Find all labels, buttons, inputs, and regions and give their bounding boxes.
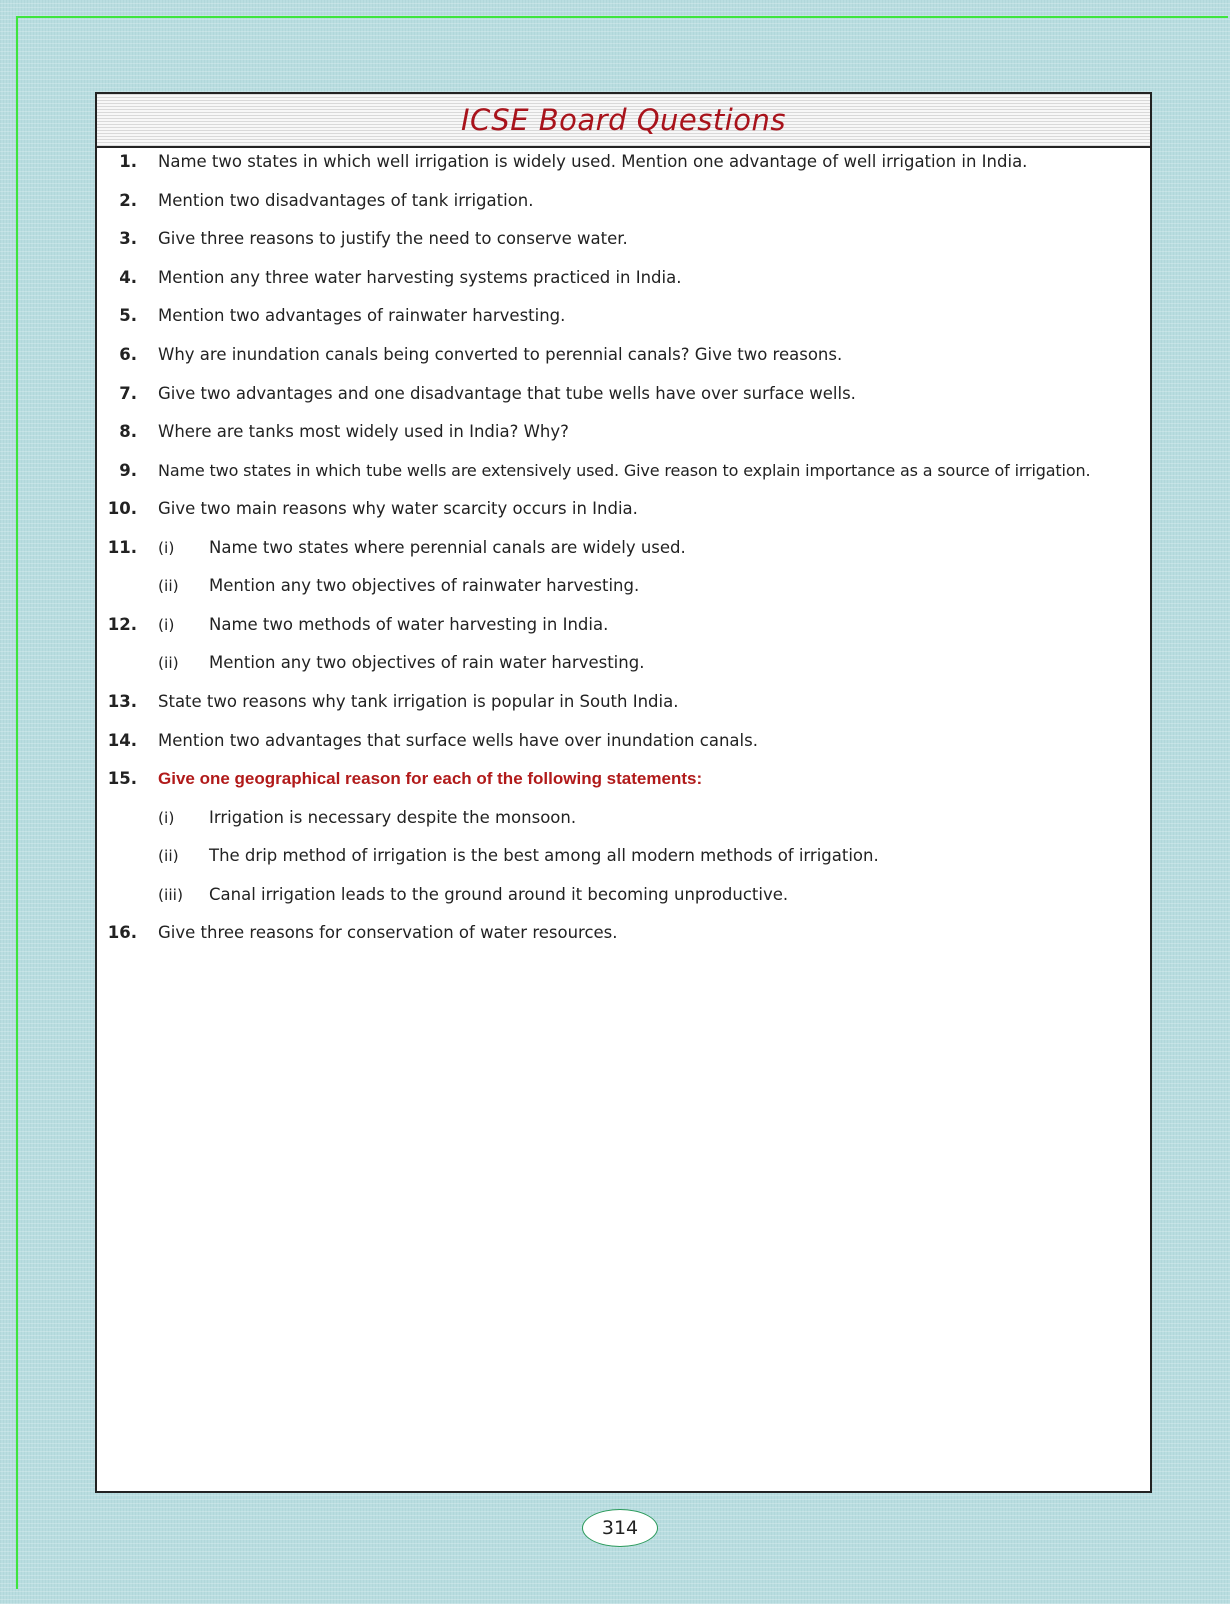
question-number: 16. (107, 923, 137, 942)
question-number: 10. (107, 499, 137, 518)
question-number: 12. (107, 615, 137, 634)
question-text: Mention two advantages of rainwater harvesting. (158, 306, 566, 325)
sub-question-text: The drip method of irrigation is the best among all modern methods of irrigation. (209, 846, 879, 865)
question-text: Give two main reasons why water scarcity occurs in India. (158, 499, 638, 518)
question-number: 11. (107, 538, 137, 557)
question-text: Mention two disadvantages of tank irrigation. (158, 191, 534, 210)
question-number: 4. (119, 268, 137, 287)
sub-question-text: Name two methods of water harvesting in India. (209, 615, 609, 634)
question-text: Name two states in which well irrigation is widely used. Mention one advantage of well irrigation in India. (158, 152, 1028, 171)
sub-question-text: Mention any two objectives of rain water harvesting. (209, 653, 645, 672)
questions-card (95, 92, 1152, 1493)
question-number: 8. (119, 422, 137, 441)
question-text: Mention any three water harvesting systems practiced in India. (158, 268, 682, 287)
sub-question-text: Name two states where perennial canals are widely used. (209, 538, 686, 557)
sub-label: (i) (158, 539, 175, 557)
question-number: 6. (119, 345, 137, 364)
sub-question-text: Canal irrigation leads to the ground around it becoming unproductive. (209, 885, 789, 904)
question-number: 1. (119, 152, 137, 171)
question-number: 3. (119, 229, 137, 248)
question-number: 9. (119, 461, 137, 480)
question-number: 7. (119, 384, 137, 403)
question-text: Name two states in which tube wells are extensively used. Give reason to explain importance as a source of irrigation. (158, 461, 1091, 480)
sub-label: (ii) (158, 577, 179, 595)
sub-question-text: Irrigation is necessary despite the monsoon. (209, 808, 577, 827)
question-number: 5. (119, 306, 137, 325)
sub-question-text: Mention any two objectives of rainwater harvesting. (209, 576, 640, 595)
question-number: 2. (119, 191, 137, 210)
question-heading: Give one geographical reason for each of the following statements: (158, 769, 703, 788)
question-text: Mention two advantages that surface wells have over inundation canals. (158, 731, 758, 750)
question-number: 15. (107, 769, 137, 788)
sub-label: (ii) (158, 847, 179, 865)
question-text: Give two advantages and one disadvantage that tube wells have over surface wells. (158, 384, 856, 403)
sub-label: (iii) (158, 886, 184, 904)
page-title: ICSE Board Questions (460, 103, 787, 137)
question-text: State two reasons why tank irrigation is popular in South India. (158, 692, 679, 711)
question-number: 14. (107, 731, 137, 750)
sub-label: (i) (158, 809, 175, 827)
page-number: 314 (582, 1509, 658, 1547)
question-text: Why are inundation canals being converted to perennial canals? Give two reasons. (158, 345, 843, 364)
question-text: Where are tanks most widely used in India? Why? (158, 422, 569, 441)
question-number: 13. (107, 692, 137, 711)
sub-label: (ii) (158, 654, 179, 672)
question-text: Give three reasons for conservation of water resources. (158, 923, 618, 942)
sub-label: (i) (158, 616, 175, 634)
question-text: Give three reasons to justify the need to conserve water. (158, 229, 628, 248)
title-bar (97, 94, 1150, 148)
